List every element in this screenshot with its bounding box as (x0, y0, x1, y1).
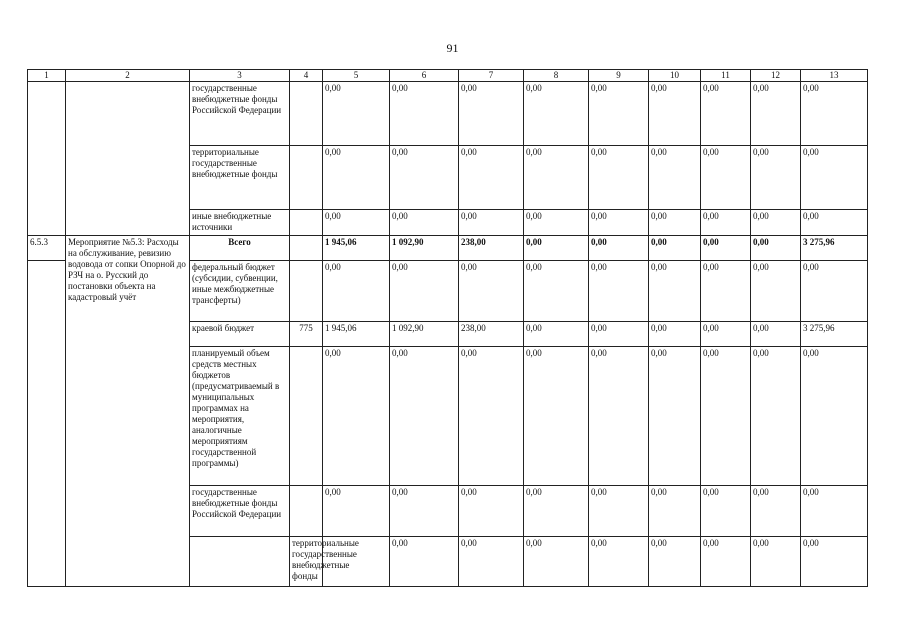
funding-source: федеральный бюджет (субсидии, субвенции, иные межбюджетные трансферты) (190, 261, 290, 322)
value-cell: 0,00 (524, 347, 589, 486)
value-cell: 0,00 (459, 146, 524, 210)
funding-source: государственные внебюджетные фонды Российской Федерации (190, 82, 290, 146)
budget-code: 775 (290, 322, 323, 347)
value-cell: 0,00 (649, 347, 701, 486)
value-cell: 0,00 (323, 261, 390, 322)
value-cell: 0,00 (390, 486, 459, 537)
funding-source: государственные внебюджетные фонды Российской Федерации (190, 486, 290, 537)
value-cell: 0,00 (649, 236, 701, 261)
value-cell: 0,00 (524, 537, 589, 587)
value-cell: 0,00 (801, 486, 868, 537)
budget-code (290, 347, 323, 486)
empty-code-cell (28, 82, 66, 236)
value-cell: 0,00 (751, 322, 801, 347)
value-cell: 0,00 (589, 82, 649, 146)
empty-name-cell (66, 82, 190, 236)
budget-code (290, 486, 323, 537)
value-cell: 0,00 (390, 210, 459, 236)
activity-name: Мероприятие №5.3: Расходы на обслуживание, ревизию водовода от сопки Опорной до РЗЧ на о. Русский до постановки объекта на кадастровый учёт (66, 236, 190, 587)
value-cell: 3 275,96 (801, 322, 868, 347)
value-cell: 238,00 (459, 236, 524, 261)
value-cell: 0,00 (751, 486, 801, 537)
header-cell: 11 (701, 70, 751, 82)
value-cell: 0,00 (801, 261, 868, 322)
value-cell: 0,00 (751, 236, 801, 261)
value-cell: 0,00 (701, 322, 751, 347)
value-cell: 0,00 (459, 261, 524, 322)
value-cell: 1 945,06 (323, 322, 390, 347)
value-cell: 0,00 (751, 537, 801, 587)
value-cell: 0,00 (323, 82, 390, 146)
value-cell: 0,00 (801, 537, 868, 587)
funding-source: планируемый объем средств местных бюджетов (предусматриваемый в муниципальных программах на мероприятия, аналогичные мероприятиям государственной программы) (190, 347, 290, 486)
value-cell: 0,00 (649, 82, 701, 146)
value-cell: 0,00 (701, 146, 751, 210)
empty-code-cell (28, 261, 66, 587)
value-cell: 0,00 (801, 82, 868, 146)
value-cell: 0,00 (390, 82, 459, 146)
value-cell: 0,00 (524, 322, 589, 347)
value-cell: 0,00 (323, 146, 390, 210)
value-cell: 0,00 (701, 210, 751, 236)
value-cell: 3 275,96 (801, 236, 868, 261)
value-cell: 0,00 (701, 347, 751, 486)
value-cell: 1 945,06 (323, 236, 390, 261)
value-cell: 0,00 (701, 261, 751, 322)
activity-code: 6.5.3 (28, 236, 66, 261)
value-cell: 0,00 (701, 82, 751, 146)
header-cell: 9 (589, 70, 649, 82)
budget-code (290, 82, 323, 146)
value-cell: 0,00 (751, 261, 801, 322)
value-cell: 0,00 (589, 236, 649, 261)
value-cell: 0,00 (390, 537, 459, 587)
value-cell: 0,00 (701, 236, 751, 261)
value-cell: 0,00 (589, 347, 649, 486)
budget-table (27, 69, 868, 587)
funding-source: территориальные государственные внебюджетные фонды (190, 146, 290, 210)
value-cell: 0,00 (589, 146, 649, 210)
value-cell: 0,00 (589, 537, 649, 587)
value-cell: 0,00 (390, 146, 459, 210)
value-cell: 1 092,90 (390, 322, 459, 347)
table-row-total (28, 236, 868, 261)
value-cell: 238,00 (459, 322, 524, 347)
table-header (28, 70, 868, 82)
value-cell: 0,00 (589, 486, 649, 537)
page-number: 91 (446, 41, 459, 55)
value-cell: 0,00 (701, 537, 751, 587)
value-cell: 0,00 (589, 261, 649, 322)
funding-source: территориальные государственные внебюджетные фонды (290, 537, 323, 587)
header-cell: 13 (801, 70, 868, 82)
value-cell: 0,00 (323, 347, 390, 486)
value-cell: 0,00 (589, 322, 649, 347)
value-cell: 0,00 (524, 486, 589, 537)
value-cell: 0,00 (459, 537, 524, 587)
value-cell: 0,00 (751, 82, 801, 146)
budget-code (290, 210, 323, 236)
value-cell: 0,00 (524, 261, 589, 322)
header-cell: 12 (751, 70, 801, 82)
value-cell: 0,00 (801, 146, 868, 210)
value-cell: 0,00 (323, 210, 390, 236)
value-cell: 0,00 (649, 146, 701, 210)
header-cell: 8 (524, 70, 589, 82)
header-cell: 7 (459, 70, 524, 82)
value-cell: 0,00 (524, 146, 589, 210)
value-cell: 0,00 (751, 210, 801, 236)
header-cell: 4 (290, 70, 323, 82)
value-cell: 0,00 (649, 322, 701, 347)
value-cell: 0,00 (701, 486, 751, 537)
value-cell: 0,00 (459, 210, 524, 236)
value-cell: 0,00 (524, 236, 589, 261)
value-cell: 0,00 (801, 347, 868, 486)
budget-code (290, 236, 323, 261)
value-cell: 0,00 (459, 347, 524, 486)
value-cell: 1 092,90 (390, 236, 459, 261)
value-cell: 0,00 (589, 210, 649, 236)
value-cell: 0,00 (751, 146, 801, 210)
value-cell: 0,00 (649, 537, 701, 587)
header-cell: 6 (390, 70, 459, 82)
value-cell: 0,00 (390, 261, 459, 322)
header-cell: 3 (190, 70, 290, 82)
funding-source: краевой бюджет (190, 322, 290, 347)
budget-code (290, 261, 323, 322)
value-cell: 0,00 (524, 210, 589, 236)
budget-code (290, 146, 323, 210)
value-cell: 0,00 (459, 82, 524, 146)
header-cell: 1 (28, 70, 66, 82)
value-cell: 0,00 (801, 210, 868, 236)
header-cell: 10 (649, 70, 701, 82)
empty-name-cell (190, 537, 290, 587)
value-cell: 0,00 (524, 82, 589, 146)
value-cell: 0,00 (323, 486, 390, 537)
header-cell: 5 (323, 70, 390, 82)
value-cell: 0,00 (390, 347, 459, 486)
value-cell: 0,00 (649, 210, 701, 236)
value-cell: 0,00 (751, 347, 801, 486)
funding-source: иные внебюджетные источники (190, 210, 290, 236)
header-cell: 2 (66, 70, 190, 82)
value-cell: 0,00 (649, 486, 701, 537)
value-cell: 0,00 (459, 486, 524, 537)
table-row (28, 82, 868, 146)
value-cell: 0,00 (649, 261, 701, 322)
funding-source-total: Всего (190, 236, 290, 261)
